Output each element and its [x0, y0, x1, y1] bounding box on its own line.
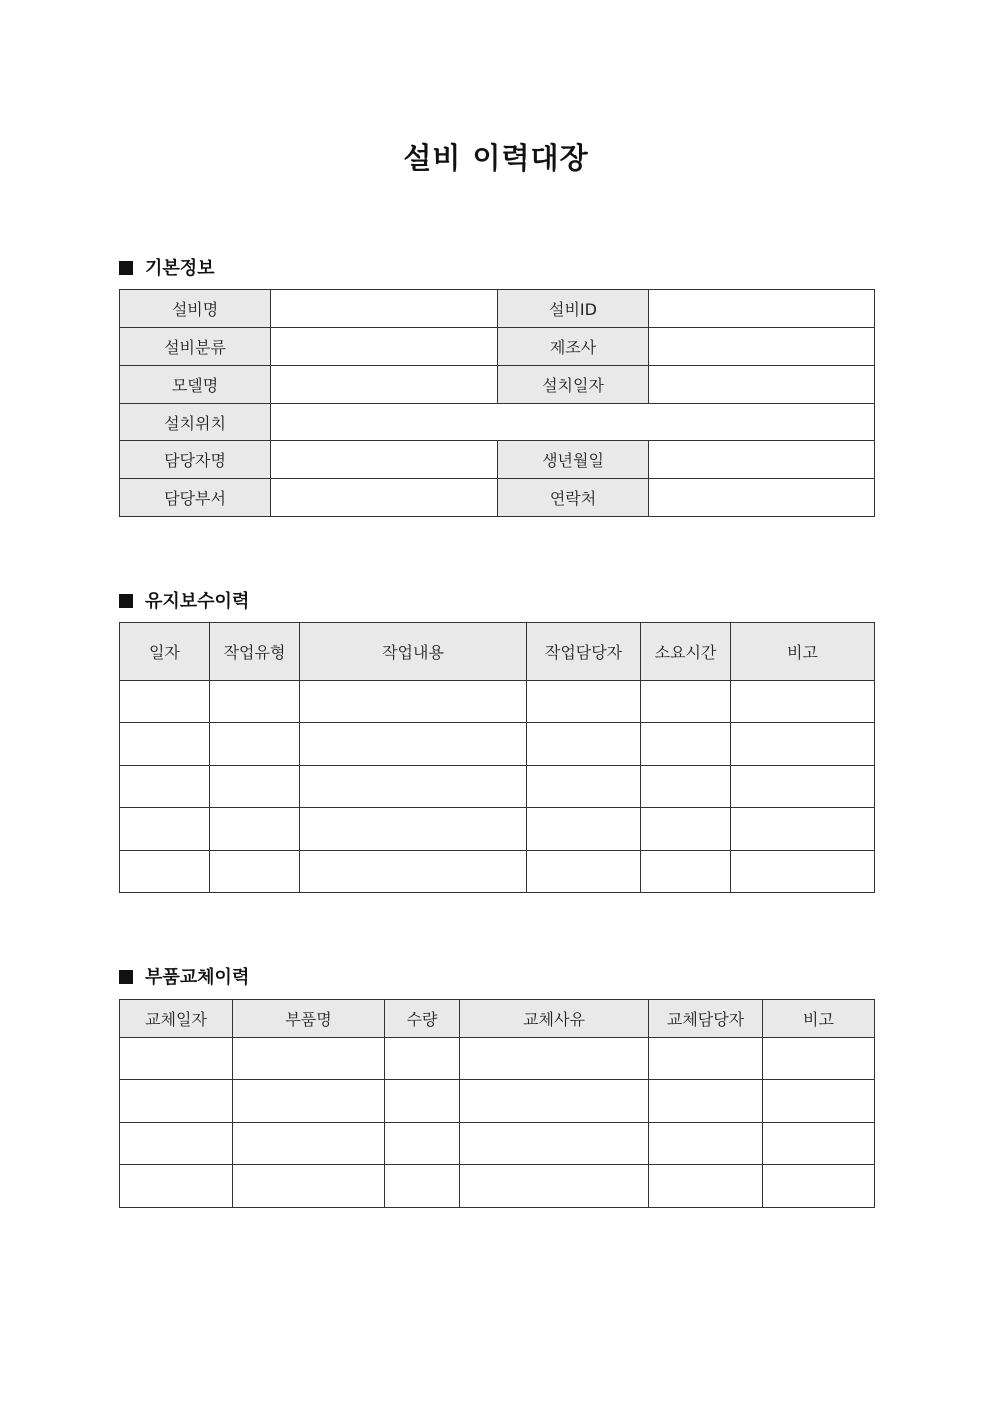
table-cell[interactable] [649, 1165, 763, 1208]
col-header-part-name: 부품명 [233, 1000, 385, 1038]
page-title: 설비 이력대장 [403, 141, 589, 175]
table-cell[interactable] [641, 808, 731, 851]
table-row [120, 441, 875, 479]
square-bullet-icon [119, 970, 133, 984]
table-cell[interactable] [641, 681, 731, 723]
table-row [120, 808, 875, 851]
table-cell[interactable] [385, 1038, 460, 1080]
col-header-work-type: 작업유형 [210, 623, 300, 681]
table-cell[interactable] [731, 808, 875, 851]
department-label: 담당부서 [120, 479, 271, 517]
table-row [120, 290, 875, 328]
col-header-work-content: 작업내용 [300, 623, 527, 681]
table-row [120, 1080, 875, 1123]
table-cell[interactable] [460, 1080, 649, 1123]
table-cell[interactable] [300, 766, 527, 808]
table-cell[interactable] [641, 723, 731, 766]
table-cell[interactable] [763, 1123, 875, 1165]
table-cell[interactable] [210, 808, 300, 851]
table-cell[interactable] [649, 1123, 763, 1165]
table-row [120, 766, 875, 808]
parts-heading-label: 부품교체이력 [145, 967, 250, 988]
contact-field[interactable] [649, 479, 875, 517]
install-date-field[interactable] [649, 366, 875, 404]
table-row [120, 404, 875, 441]
table-cell[interactable] [233, 1123, 385, 1165]
table-cell[interactable] [120, 766, 210, 808]
table-cell[interactable] [385, 1080, 460, 1123]
table-cell[interactable] [120, 808, 210, 851]
table-cell[interactable] [120, 1165, 233, 1208]
table-cell[interactable] [120, 1038, 233, 1080]
equipment-id-label: 설비ID [498, 290, 649, 328]
table-cell[interactable] [120, 1080, 233, 1123]
table-row [120, 479, 875, 517]
table-cell[interactable] [527, 808, 641, 851]
table-row [120, 366, 875, 404]
parts-heading [119, 963, 249, 989]
category-label: 설비분류 [120, 328, 271, 366]
manager-name-label: 담당자명 [120, 441, 271, 479]
contact-label: 연락처 [498, 479, 649, 517]
category-field[interactable] [271, 328, 498, 366]
table-row [120, 723, 875, 766]
birth-date-label: 생년월일 [498, 441, 649, 479]
table-cell[interactable] [210, 851, 300, 893]
table-cell[interactable] [527, 681, 641, 723]
table-cell[interactable] [731, 681, 875, 723]
table-cell[interactable] [233, 1165, 385, 1208]
table-cell[interactable] [527, 766, 641, 808]
table-cell[interactable] [763, 1080, 875, 1123]
table-cell[interactable] [300, 723, 527, 766]
table-row [120, 851, 875, 893]
col-header-quantity: 수량 [385, 1000, 460, 1038]
square-bullet-icon [119, 594, 133, 608]
maintenance-heading-label: 유지보수이력 [145, 591, 250, 612]
table-row [120, 328, 875, 366]
table-cell[interactable] [300, 808, 527, 851]
col-header-replacer: 교체담당자 [649, 1000, 763, 1038]
table-cell[interactable] [233, 1038, 385, 1080]
table-cell[interactable] [385, 1123, 460, 1165]
table-cell[interactable] [649, 1080, 763, 1123]
table-cell[interactable] [300, 851, 527, 893]
table-cell[interactable] [649, 1038, 763, 1080]
manager-name-field[interactable] [271, 441, 498, 479]
table-cell[interactable] [385, 1165, 460, 1208]
model-name-label: 모델명 [120, 366, 271, 404]
model-name-field[interactable] [271, 366, 498, 404]
table-cell[interactable] [120, 681, 210, 723]
parts-table [119, 999, 875, 1208]
table-cell[interactable] [641, 851, 731, 893]
col-header-replace-reason: 교체사유 [460, 1000, 649, 1038]
table-cell[interactable] [460, 1038, 649, 1080]
col-header-remarks: 비고 [763, 1000, 875, 1038]
table-row [120, 1165, 875, 1208]
table-cell[interactable] [120, 1123, 233, 1165]
install-location-field[interactable] [271, 404, 875, 441]
table-cell[interactable] [731, 723, 875, 766]
table-cell[interactable] [120, 723, 210, 766]
equipment-name-field[interactable] [271, 290, 498, 328]
table-cell[interactable] [233, 1080, 385, 1123]
table-cell[interactable] [210, 723, 300, 766]
table-cell[interactable] [641, 766, 731, 808]
install-date-label: 설치일자 [498, 366, 649, 404]
department-field[interactable] [271, 479, 498, 517]
table-header-row [120, 1000, 875, 1038]
install-location-label: 설치위치 [120, 404, 271, 441]
table-header-row [120, 623, 875, 681]
table-cell[interactable] [300, 681, 527, 723]
table-cell[interactable] [731, 851, 875, 893]
col-header-worker: 작업담당자 [527, 623, 641, 681]
table-cell[interactable] [460, 1123, 649, 1165]
basic-info-heading-label: 기본정보 [145, 258, 215, 279]
table-cell[interactable] [210, 766, 300, 808]
table-cell[interactable] [731, 766, 875, 808]
col-header-date: 일자 [120, 623, 210, 681]
col-header-replace-date: 교체일자 [120, 1000, 233, 1038]
col-header-remarks: 비고 [731, 623, 875, 681]
manufacturer-label: 제조사 [498, 328, 649, 366]
table-cell[interactable] [763, 1038, 875, 1080]
table-cell[interactable] [763, 1165, 875, 1208]
equipment-name-label: 설비명 [120, 290, 271, 328]
basic-info-heading [119, 254, 215, 280]
birth-date-field[interactable] [649, 441, 875, 479]
table-cell[interactable] [120, 851, 210, 893]
table-row [120, 681, 875, 723]
table-row [120, 1038, 875, 1080]
square-bullet-icon [119, 261, 133, 275]
table-cell[interactable] [460, 1165, 649, 1208]
manufacturer-field[interactable] [649, 328, 875, 366]
basic-info-table [119, 289, 875, 517]
table-cell[interactable] [527, 851, 641, 893]
equipment-id-field[interactable] [649, 290, 875, 328]
table-cell[interactable] [210, 681, 300, 723]
maintenance-heading [119, 587, 249, 613]
maintenance-table [119, 622, 875, 893]
col-header-duration: 소요시간 [641, 623, 731, 681]
table-cell[interactable] [527, 723, 641, 766]
table-row [120, 1123, 875, 1165]
